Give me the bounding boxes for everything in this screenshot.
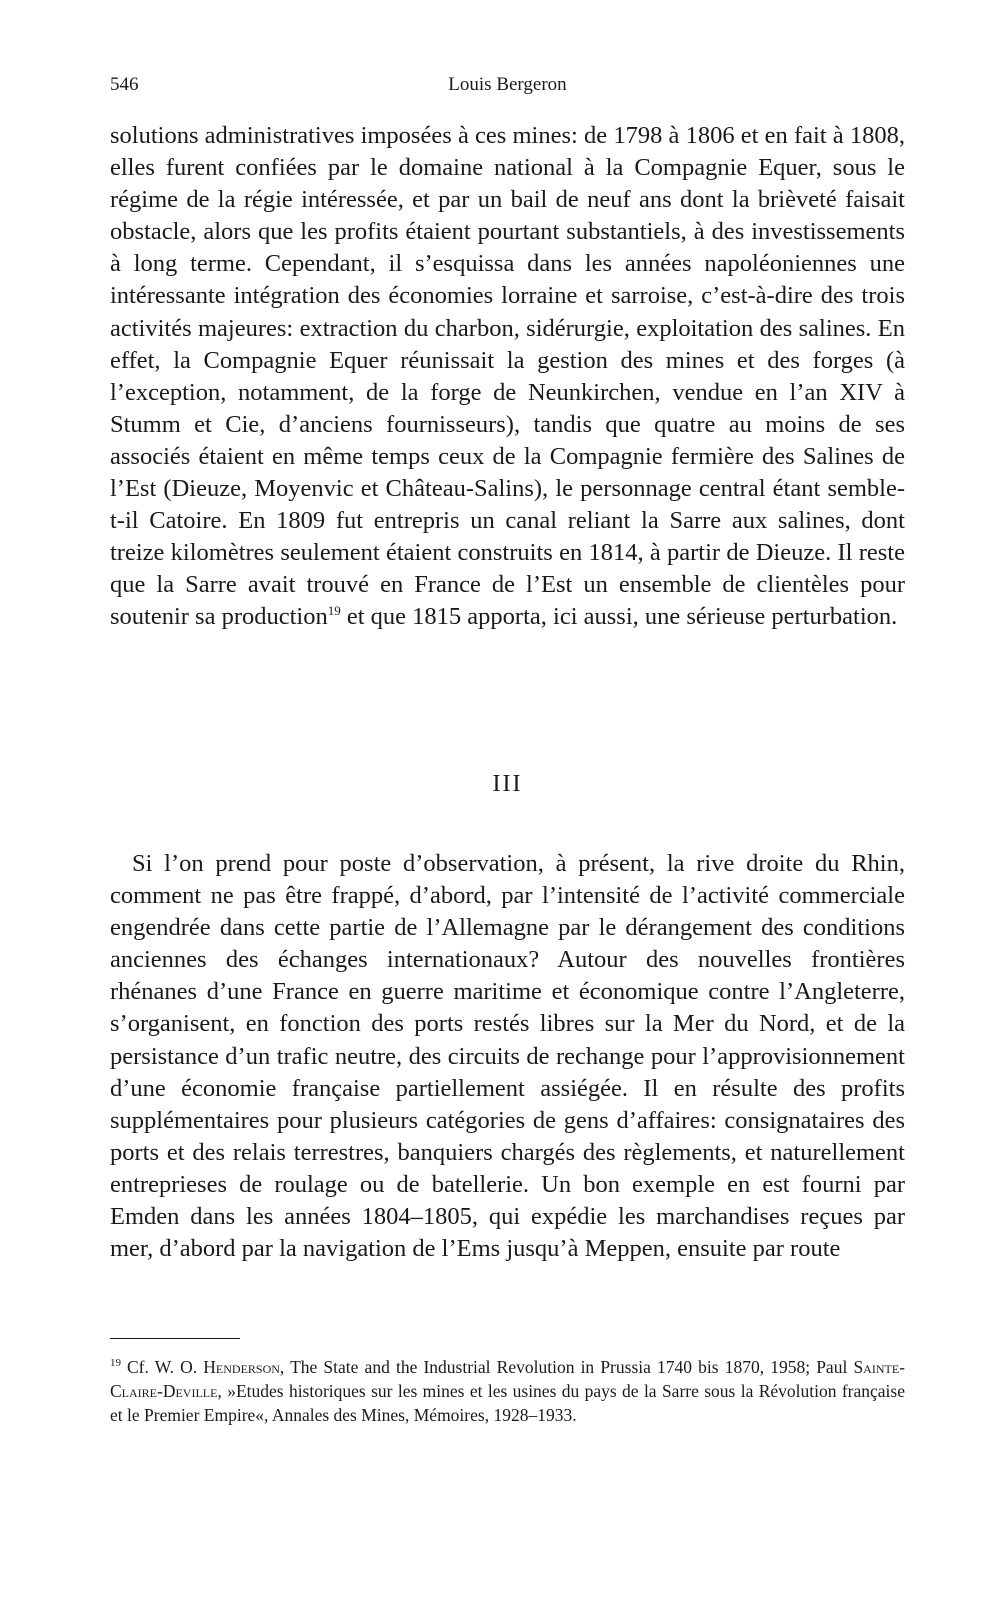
footnote-text-2: , The State and the Industrial Revolution in Prussia 1740 bis 1870, 1958; Paul bbox=[279, 1357, 854, 1377]
footnote-divider bbox=[110, 1338, 240, 1339]
paragraph-1-text: solutions administratives imposées à ces mines: de 1798 à 1806 et en fait à 1808, elles furent confiées par le domaine national à la Compagnie Equer, sous le régime de la régie intéressée, et par un bail de neuf ans dont la brièveté faisait obstacle, alors que les profits étaient pourtant substantiels, à des investissements à long terme. Cependant, il s’esquissa dans les années napoléoniennes une intéressante intégration des économies lorraine et sarroise, c’est-à-dire des trois activités majeures: extraction du charbon, sidérurgie, exploitation des salines. En effet, la Compagnie Equer réunissait la gestion des mines et des forges (à l’exception, notamment, de la forge de Neunkirchen, vendue en l’an XIV à Stumm et Cie, d’anciens fournisseurs), tandis que quatre au moins de ses associés étaient en même temps ceux de la Compagnie fermière des Salines de l’Est (Dieuze, Moyenvic et Château-Salins), le personnage central étant semble-t-il Catoire. En 1809 fut entrepris un canal reliant la Sarre aux salines, dont treize kilomètres seulement étaient construits en 1814, à partir de Dieuze. Il reste que la Sarre avait trouvé en France de l’Est un ensemble de clientèles pour soutenir sa production bbox=[110, 122, 905, 631]
footnote-author-2: Sainte-Claire-Deville bbox=[110, 1357, 906, 1401]
paragraph-1-text-end: et que 1815 apporta, ici aussi, une sérieuse perturbation. bbox=[340, 603, 898, 631]
paragraph-2-text: Si l’on prend pour poste d’observation, à présent, la rive droite du Rhin, comment ne pas être frappé, d’abord, par l’intensité de l’activité commerciale engendrée dans cette partie de l’Allemagne par le dérangement des conditions anciennes des échanges internationaux? Autour des nouvelles frontières rhénanes d’une France en guerre maritime et économique contre l’Angleterre, s’organisent, en fonction des ports restés libres sur la Mer du Nord, et de la persistance d’un trafic neutre, des circuits de rechange pour l’approvisionnement d’une économie française partiellement assiégée. Il en résulte des profits supplémentaires pour plusieurs catégories de gens d’affaires: consignataires des ports et des relais terrestres, banquiers chargés des règlements, et naturellement entreprieses de roulage ou de batellerie. Un bon exemple en est fourni par Emden dans les années 1804–1805, qui expédie les marchandises reçues par mer, d’abord par la navigation de l’Ems jusqu’à Meppen, ensuite par route bbox=[110, 850, 905, 1263]
running-head bbox=[110, 70, 905, 100]
footnote-reference[interactable]: 19 bbox=[327, 603, 341, 619]
footnote-19 bbox=[110, 1355, 905, 1427]
running-title: Louis Bergeron bbox=[448, 74, 567, 95]
body-paragraph-1 bbox=[110, 120, 905, 634]
body-paragraph-2 bbox=[110, 848, 905, 1265]
section-heading: III bbox=[492, 771, 523, 797]
footnote-text-3: , »Etudes historiques sur les mines et les usines du pays de la Sarre sous la Révolution française et le Premier Empire«, Annales des Mines, Mémoires, 1928–1933. bbox=[110, 1381, 905, 1425]
footnote-author-1: Henderson bbox=[203, 1357, 280, 1377]
footnote-text-1: Cf. W. O. bbox=[127, 1357, 204, 1377]
footnote-number: 19 bbox=[110, 1357, 121, 1370]
page-number: 546 bbox=[110, 74, 139, 95]
